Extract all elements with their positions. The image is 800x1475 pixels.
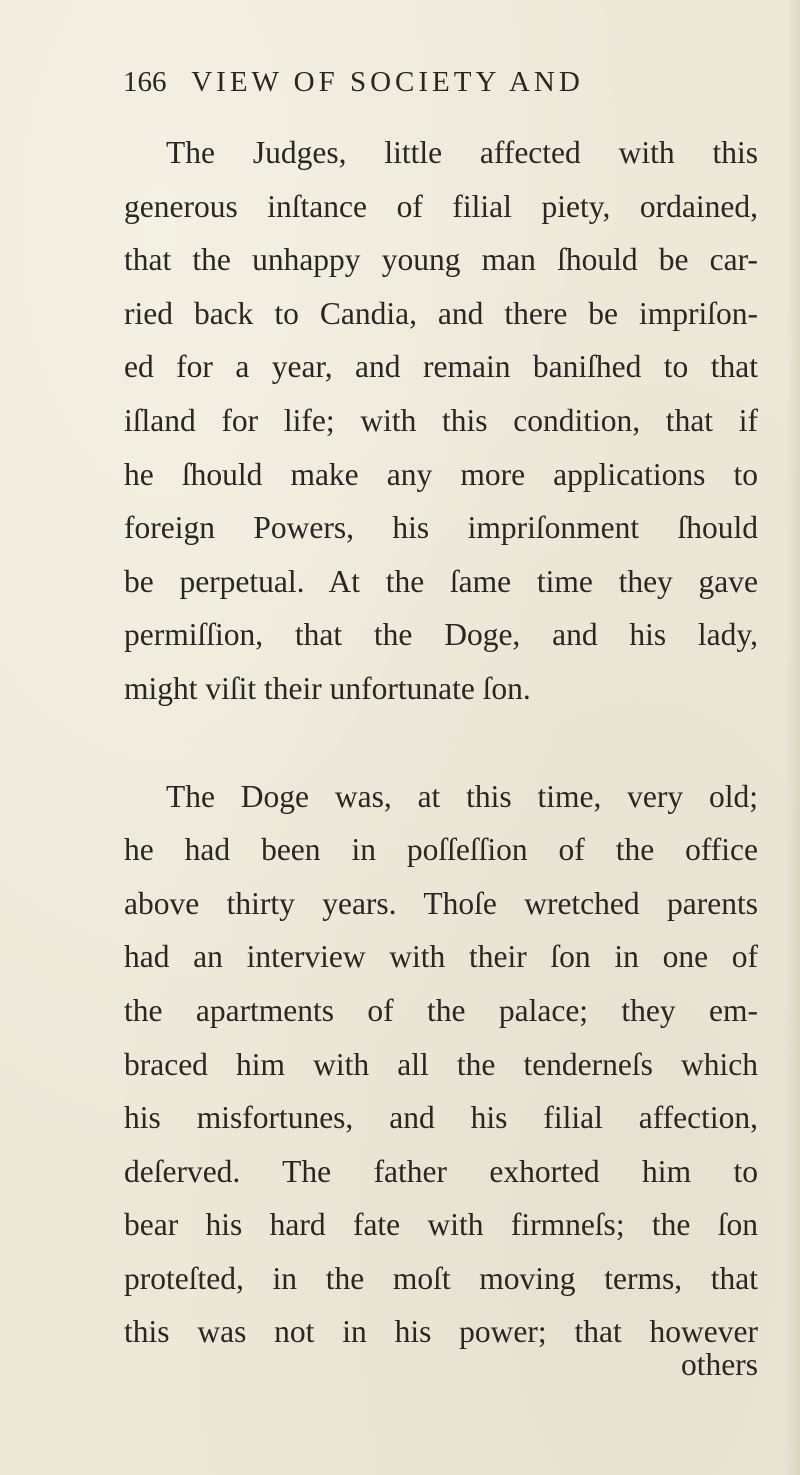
text-line: he had been in poſſeſſion of the office	[124, 832, 758, 868]
text-line: be perpetual. At the ſame time they gave	[124, 563, 758, 599]
paragraph-spacer	[124, 716, 758, 770]
running-title: VIEW OF SOCIETY AND	[191, 66, 584, 98]
text-line: bear his hard fate with firmneſs; the ſon	[124, 1207, 758, 1243]
text-line: this was not in his power; that however	[124, 1314, 758, 1350]
text-line: permiſſion, that the Doge, and his lady,	[124, 617, 758, 653]
text-line: iſland for life; with this condition, that if	[124, 402, 758, 438]
text-line: had an interview with their ſon in one of	[124, 939, 758, 975]
catchword: others	[681, 1347, 758, 1382]
text-line: the apartments of the palace; they em-	[124, 992, 758, 1028]
paragraph-1	[124, 126, 758, 716]
text-line: The Judges, little affected with this	[166, 135, 758, 170]
text-line: foreign Powers, his impriſonment ſhould	[124, 510, 758, 546]
text-line: that the unhappy young man ſhould be car-	[124, 242, 758, 278]
text-line: he ſhould make any more applications to	[124, 456, 758, 492]
running-header	[123, 62, 743, 102]
text-line: ed for a year, and remain baniſhed to that	[124, 349, 758, 385]
text-line: generous inſtance of filial piety, ordained,	[124, 188, 758, 224]
body-text	[124, 126, 758, 1359]
paragraph-2	[124, 770, 758, 1360]
page-edge-shadow	[786, 0, 800, 1475]
text-line: The Doge was, at this time, very old;	[166, 778, 758, 814]
text-line: ried back to Candia, and there be impriſon-	[124, 295, 758, 331]
text-line: might viſit their unfortunate ſon.	[124, 670, 531, 706]
text-line: proteſted, in the moſt moving terms, that	[124, 1260, 758, 1296]
text-line: deſerved. The father exhorted him to	[124, 1153, 758, 1189]
text-line: braced him with all the tenderneſs which	[124, 1046, 758, 1082]
text-line: his misfortunes, and his filial affection,	[124, 1100, 758, 1136]
page-number: 166	[123, 66, 167, 98]
text-line: above thirty years. Thoſe wretched parents	[124, 885, 758, 921]
